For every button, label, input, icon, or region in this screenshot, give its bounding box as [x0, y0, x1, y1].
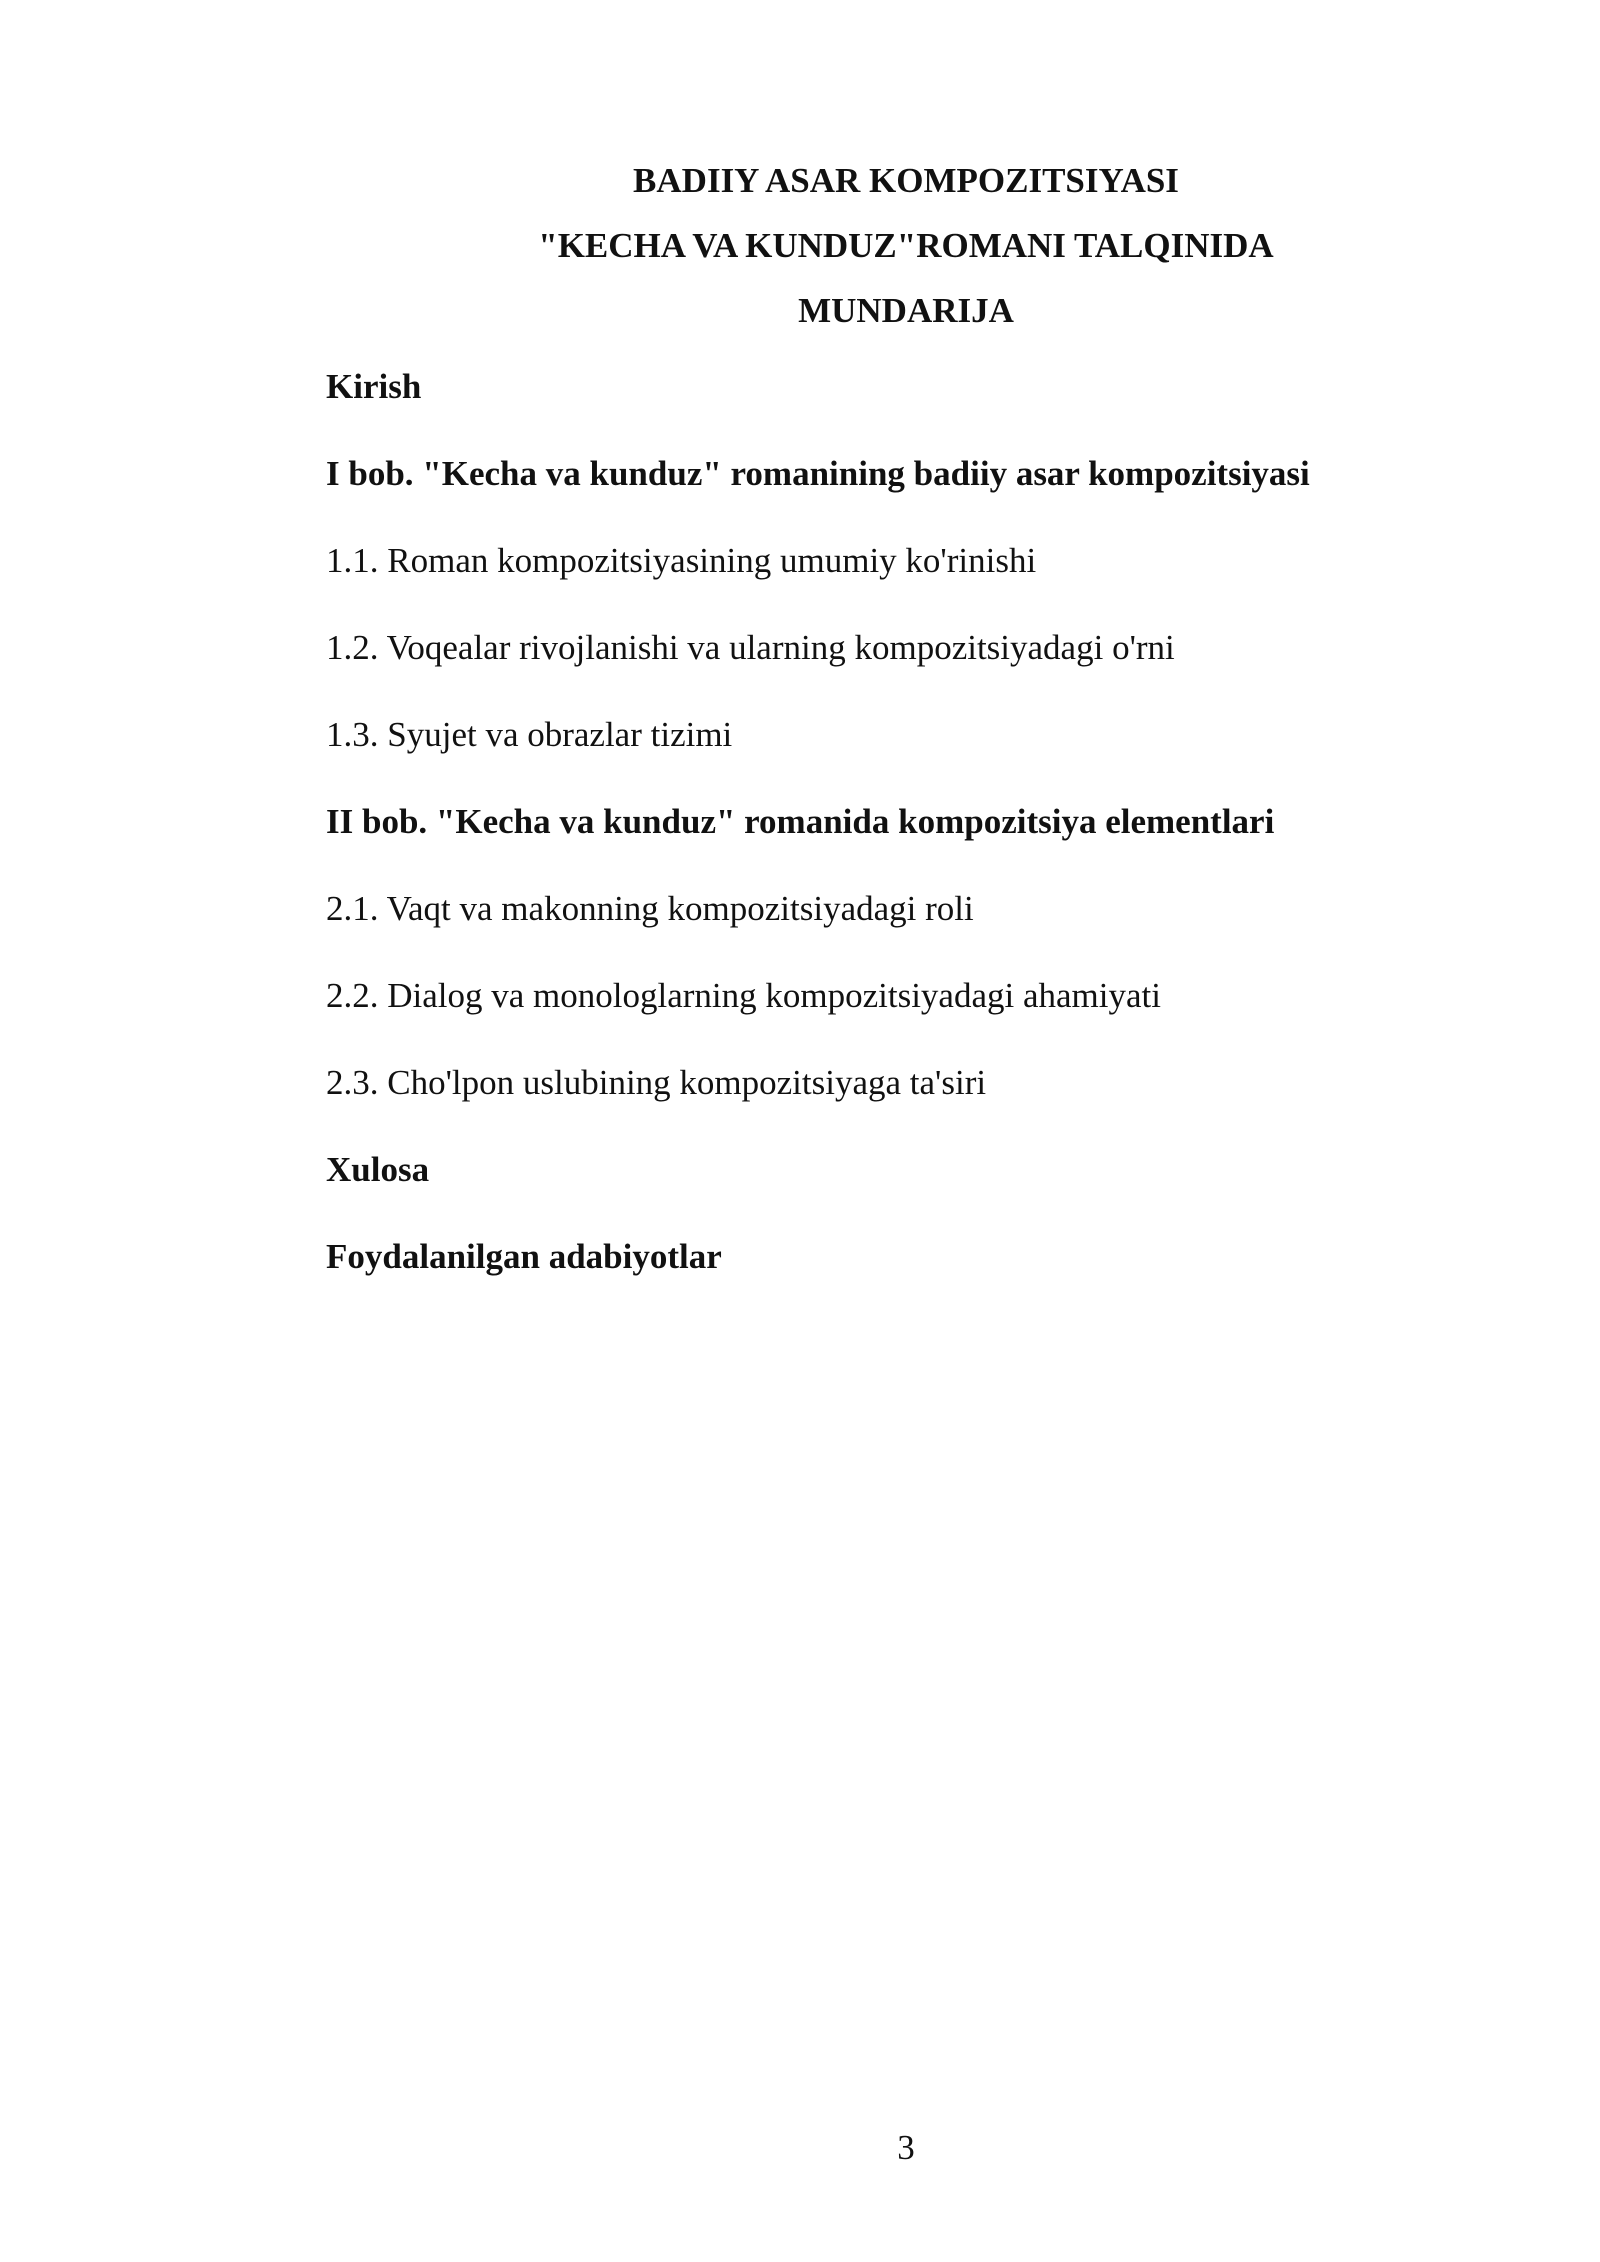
- toc-item-section-2-2: 2.2. Dialog va monologlarning kompozitsiyadagi ahamiyati: [326, 976, 1161, 1015]
- toc-item-section-1-3: 1.3. Syujet va obrazlar tizimi: [326, 715, 733, 754]
- toc-item-section-2-1: 2.1. Vaqt va makonning kompozitsiyadagi roli: [326, 889, 974, 928]
- document-title: BADIIY ASAR KOMPOZITSIYASI: [633, 161, 1179, 200]
- toc-item-chapter-2: II bob. "Kecha va kunduz" romanida kompozitsiya elementlari: [326, 802, 1275, 841]
- toc-item-references: Foydalanilgan adabiyotlar: [326, 1237, 722, 1276]
- contents-heading: MUNDARIJA: [798, 291, 1014, 330]
- toc-item-chapter-1: I bob. "Kecha va kunduz" romanining badiiy asar kompozitsiyasi: [326, 454, 1310, 493]
- toc-item-introduction: Kirish: [326, 367, 422, 406]
- toc-item-section-2-3: 2.3. Cho'lpon uslubining kompozitsiyaga ta'siri: [326, 1063, 987, 1102]
- toc-item-section-1-1: 1.1. Roman kompozitsiyasining umumiy ko'rinishi: [326, 541, 1037, 580]
- table-of-contents: [326, 343, 1486, 1300]
- document-subtitle: "KECHA VA KUNDUZ"ROMANI TALQINIDA: [538, 226, 1274, 265]
- title-block: [328, 148, 1484, 343]
- toc-item-section-1-2: 1.2. Voqealar rivojlanishi va ularning kompozitsiyadagi o'rni: [326, 628, 1175, 667]
- page-number: 3: [897, 2128, 915, 2167]
- toc-item-conclusion: Xulosa: [326, 1150, 430, 1189]
